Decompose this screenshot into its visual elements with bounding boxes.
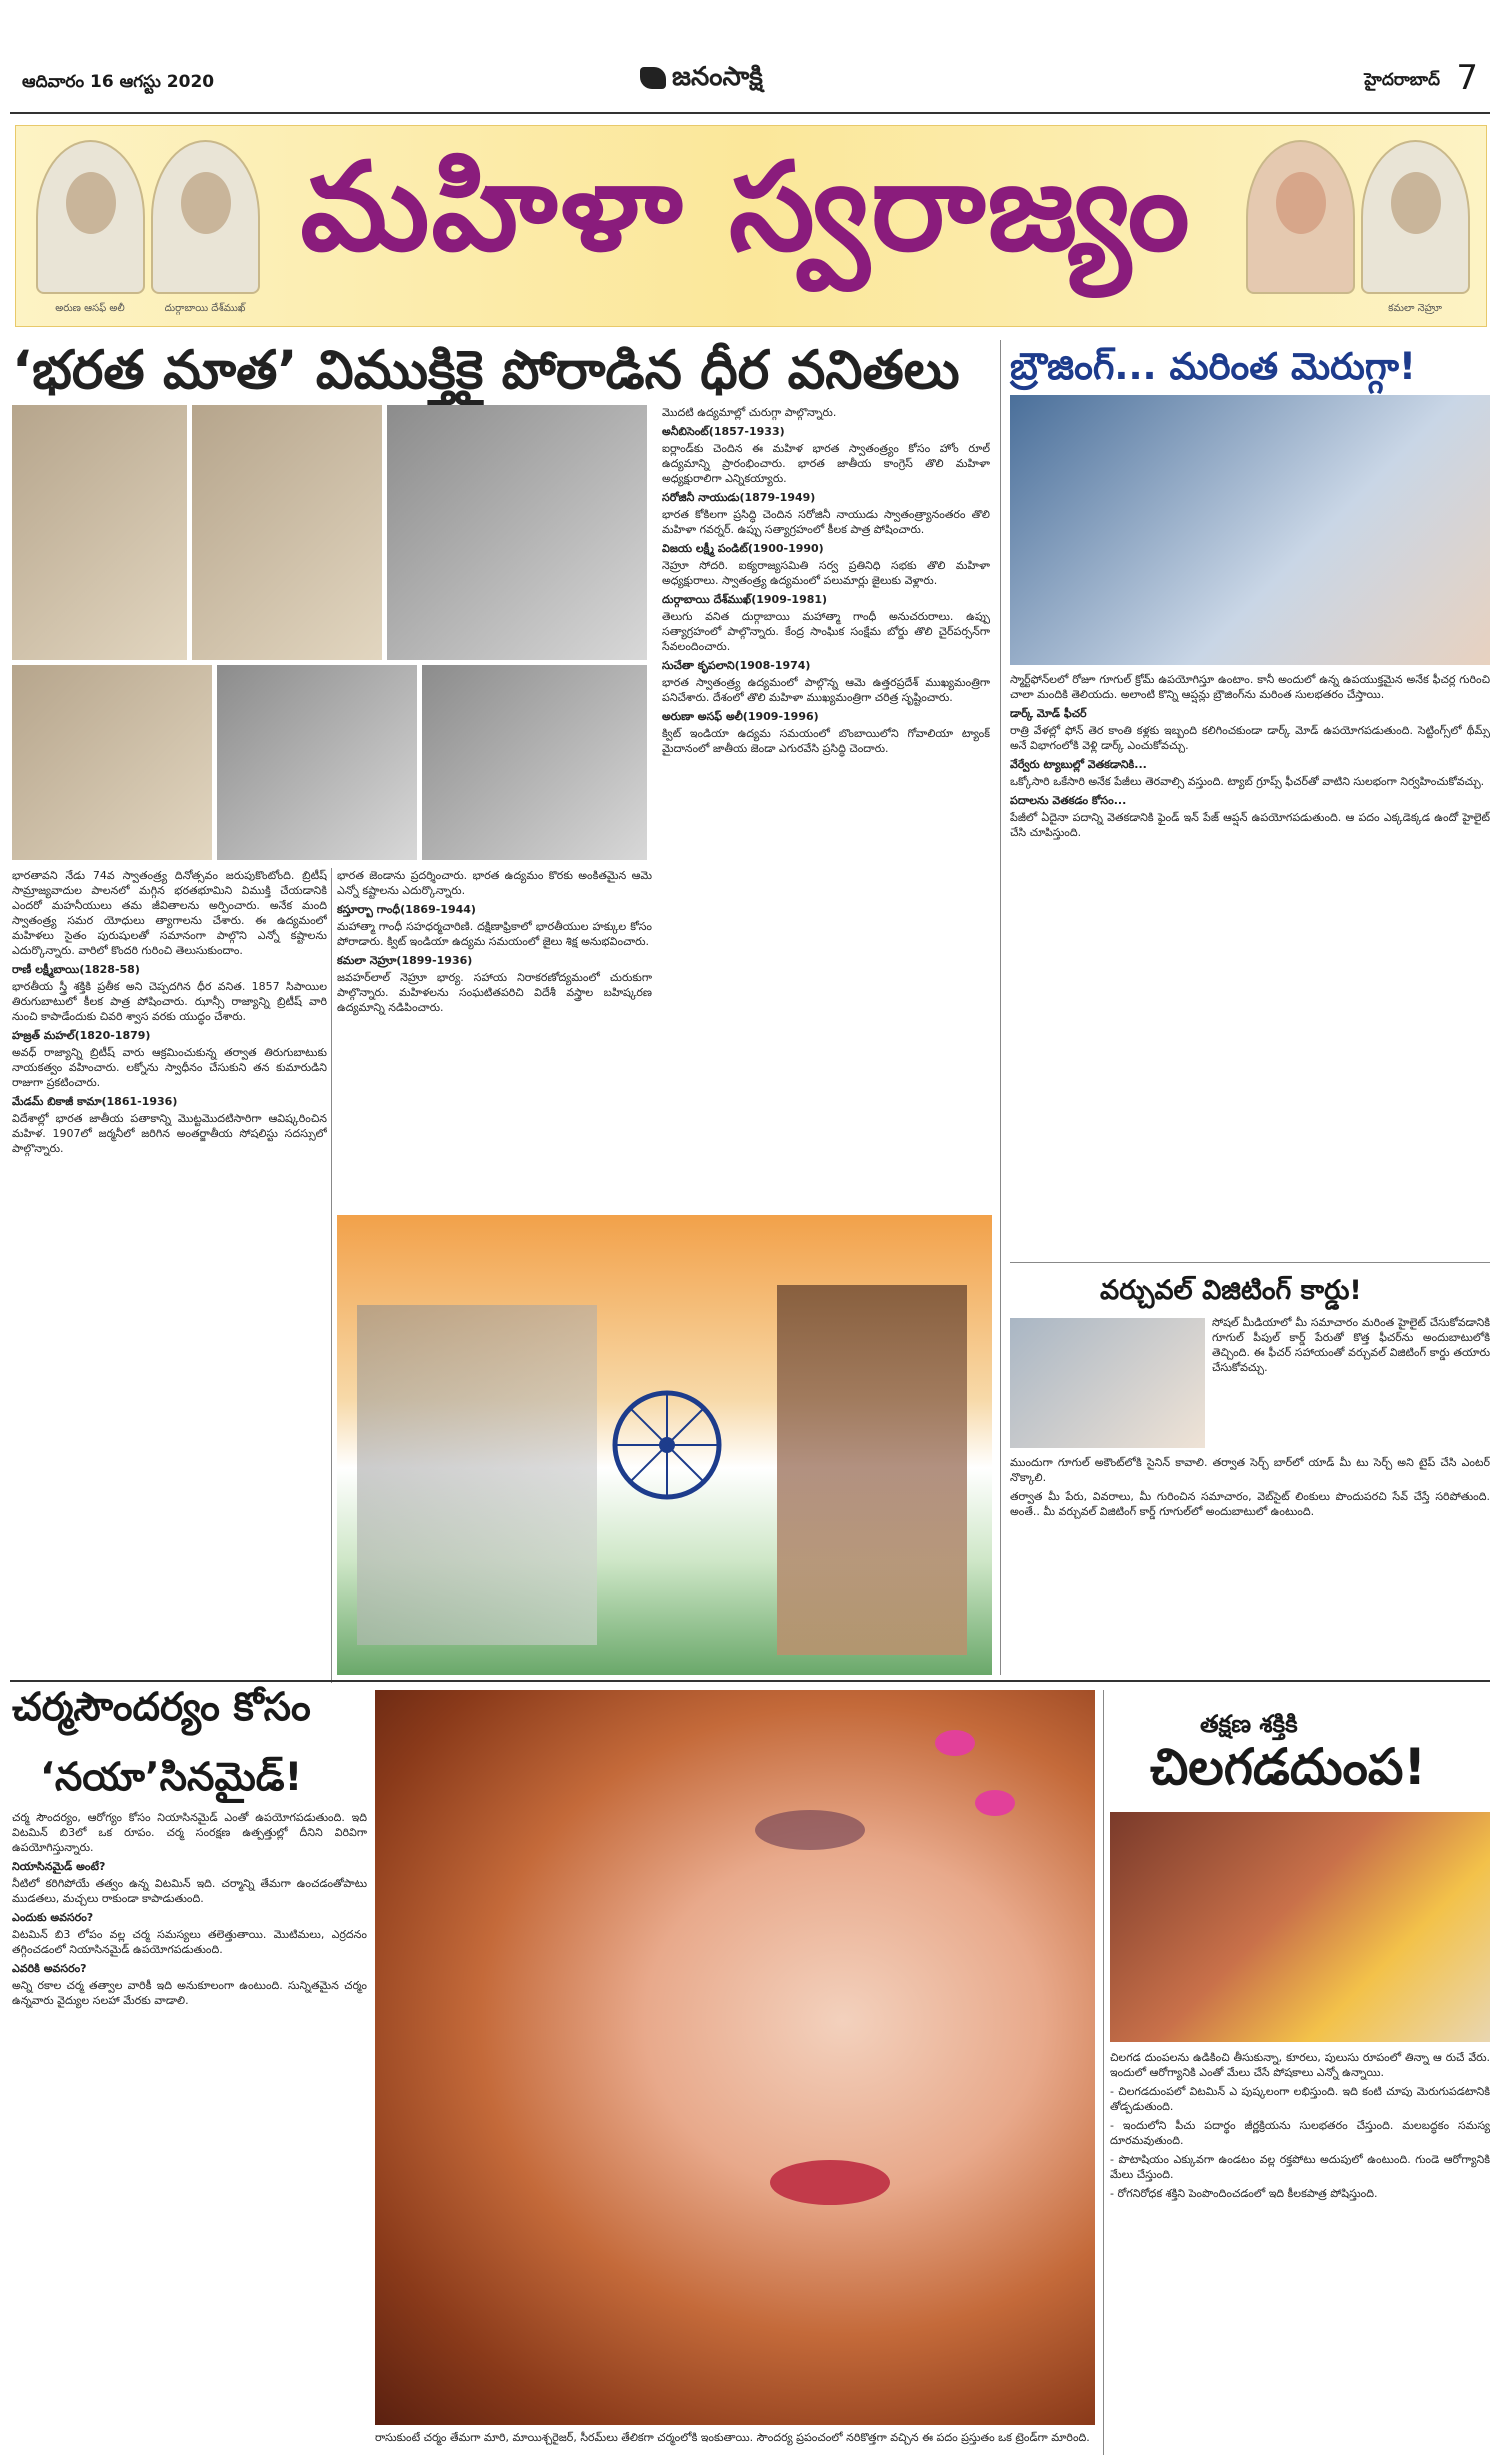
illustration-freedom-fighters xyxy=(337,1215,992,1675)
photo-sweet-potatoes xyxy=(1110,1812,1490,2042)
newspaper-logo xyxy=(640,62,763,98)
paragraph: విటమిన్ బి3 లోపం వల్ల చర్మ సమస్యలు తలెత్తుతాయి. మొటిమలు, ఎర్రదనం తగ్గించడంలో నియాసినమైడ్ ఉపయోగపడుతుంది. xyxy=(12,1928,367,1956)
main-article-headline: ‘భరత మాత’ విముక్తికై పోరాడిన ధీర వనితలు xyxy=(12,340,960,401)
photo-student-laptop xyxy=(1010,395,1490,665)
paragraph: భారత కోకిలగా ప్రసిద్ధి చెందిన సరోజినీ నాయుడు స్వాతంత్ర్యానంతరం తొలి మహిళా గవర్నర్. ఉప్పు సత్యాగ్రహంలో కీలక పాత్ర పోషించారు. xyxy=(662,508,990,536)
paragraph: ముందుగా గూగుల్ అకౌంట్‌లోకి సైనిన్ కావాలి. తర్వాత సెర్చ్ బార్‌లో యాడ్ మీ టు సెర్చ్ అని టైప్ చేసి ఎంటర్ నొక్కాలి. xyxy=(1010,1456,1490,1484)
portrait-caption: అరుణ ఆసఫ్ అలీ xyxy=(55,303,125,314)
main-article-column-2 xyxy=(337,868,652,1208)
photo-kasturba-gandhi xyxy=(12,665,212,860)
column-divider xyxy=(331,868,332,1683)
paragraph: రాత్రి వేళల్లో ఫోన్ తెర కాంతి కళ్లకు ఇబ్బంది కలిగించకుండా డార్క్ మోడ్ ఉపయోగపడుతుంది. సెట్టింగ్స్‌లో థీమ్స్ అనే విభాగంలోకి వెళ్లి డార్క్ ఎంచుకోవచ్చు. xyxy=(1010,724,1490,752)
paragraph: భారత జెండాను ప్రదర్శించారు. భారత ఉద్యమం కొరకు అంకితమైన ఆమె ఎన్నో కష్టాలను ఎదుర్కొన్నారు. xyxy=(337,869,652,897)
subhead: విజయ లక్ష్మీ పండిట్(1900-1990) xyxy=(662,542,824,555)
subhead: దుర్గాబాయి దేశ్‌ముఖ్(1909-1981) xyxy=(662,593,828,606)
skin-article-headline-1: చర్మసౌందర్యం కోసం xyxy=(12,1685,311,1730)
subhead: రాణీ లక్ష్మీబాయి(1828-58) xyxy=(12,963,140,976)
paragraph: పేజీలో ఏదైనా పదాన్ని వెతకడానికి ఫైండ్ ఇన్ పేజ్ ఆప్షన్ ఉపయోగపడుతుంది. ఆ పదం ఎక్కడెక్కడ ఉందో హైలైట్ చేసి చూపిస్తుంది. xyxy=(1010,811,1490,839)
eye-makeup xyxy=(755,1810,865,1850)
paragraph: అవధ్ రాజ్యాన్ని బ్రిటీష్ వారు ఆక్రమించుకున్న తర్వాత తిరుగుబాటుకు నాయకత్వం వహించారు. లక్నోను స్వాధీనం చేసుకుని తన కుమారుడిని రాజుగా ప్రకటించారు. xyxy=(12,1046,327,1089)
paragraph: తెలుగు వనిత దుర్గాబాయి మహాత్మా గాంధీ అనుచరురాలు. ఉప్పు సత్యాగ్రహంలో పాల్గొన్నారు. కేంద్ర సాంఘిక సంక్షేమ బోర్డు తొలి చైర్‌పర్సన్‌గా సేవలందించారు. xyxy=(662,610,990,653)
photo-annie-besant xyxy=(217,665,417,860)
subhead: అరుణా అసఫ్ అలీ(1909-1996) xyxy=(662,710,819,723)
subhead: మేడమ్ బికాజీ కామా(1861-1936) xyxy=(12,1095,178,1108)
article-intro: భారతావని నేడు 74వ స్వాతంత్ర్య దినోత్సవం జరుపుకొంటోంది. బ్రిటీష్ సామ్రాజ్యవాదుల పాలనలో మగ్గిన భరతభూమిని విముక్తి చేయడానికి ఎందరో మహనీయులు తమ జీవితాలను అర్పించారు. అనేక మంది స్వాతంత్ర్య సమర యోధులు త్యాగాలను చేశారు. ఈ ఉద్యమంలో మహిళలు సైతం పురుషులతో సమానంగా పాల్గొని ఎన్నో కష్టాలను ఎదుర్కొన్నారు. వారిలో కొందరి గురించి తెలుసుకుందాం. xyxy=(12,869,327,957)
paragraph: స్మార్ట్‌ఫోన్‌లలో రోజూ గూగుల్ క్రోమ్ ఉపయోగిస్తూ ఉంటాం. కానీ అందులో ఉన్న ఉపయుక్తమైన అనేక ఫీచర్ల గురించి చాలా మందికి తెలియదు. అలాంటి కొన్ని ఆప్షన్లు బ్రౌజింగ్‌ను మరింత సులభతరం చేస్తాయి. xyxy=(1010,673,1490,701)
photo-rani-lakshmibai xyxy=(12,405,187,660)
paragraph: ఒక్కోసారి ఒకేసారి అనేక పేజీలు తెరవాల్సి వస్తుంది. ట్యాబ్ గ్రూప్స్ ఫీచర్‌తో వాటిని సులభంగా నిర్వహించుకోవచ్చు. xyxy=(1010,775,1485,788)
browser-article-headline: బ్రౌజింగ్... మరింత మెరుగ్గా! xyxy=(1010,345,1416,388)
portrait-right-1 xyxy=(1246,140,1355,294)
photo-actress-with-flag xyxy=(777,1285,967,1655)
paragraph: భారత స్వాతంత్ర్య ఉద్యమంలో పాల్గొన్న ఆమె ఉత్తరప్రదేశ్ ముఖ్యమంత్రిగా పనిచేశారు. దేశంలో తొలి మహిళా ముఖ్యమంత్రిగా చరిత్ర సృష్టించారు. xyxy=(662,676,990,704)
logo-icon xyxy=(640,67,666,89)
subhead: పదాలను వెతకడం కోసం... xyxy=(1010,794,1127,807)
subhead: హజ్రత్ మహల్(1820-1879) xyxy=(12,1029,151,1042)
potato-article-kicker: తక్షణ శక్తికి xyxy=(1200,1710,1298,1738)
main-article-column-1 xyxy=(12,868,327,1683)
column-divider xyxy=(1000,340,1001,1675)
photo-hazrat-mahal xyxy=(192,405,382,660)
subhead: సరోజినీ నాయుడు(1879-1949) xyxy=(662,491,816,504)
paragraph: జవహర్‌లాల్ నెహ్రూ భార్య. సహాయ నిరాకరణోద్యమంలో చురుకుగా పాల్గొన్నారు. మహిళలను సంఘటితపరిచి విదేశీ వస్త్రాల బహిష్కరణ ఉద్యమాన్ని నడిపించారు. xyxy=(337,971,652,1014)
paragraph: తర్వాత మీ పేరు, వివరాలు, మీ గురించిన సమాచారం, వెబ్‌సైట్ లింకులు పొందుపరచి సేవ్ చేస్తే సరిపోతుంది. అంతే.. మీ వర్చువల్ విజిటింగ్ కార్డ్ గూగుల్‌లో అందుబాటులో ఉంటుంది. xyxy=(1010,1490,1490,1518)
paragraph: విదేశాల్లో భారత జాతీయ పతాకాన్ని మొట్టమొదటిసారిగా ఆవిష్కరించిన మహిళ. 1907లో జర్మనీలో జరిగిన అంతర్జాతీయ సోషలిస్టు సదస్సులో పాల్గొన్నారు. xyxy=(12,1112,327,1155)
paragraph: క్విట్ ఇండియా ఉద్యమ సమయంలో బొంబాయిలోని గోవాలియా ట్యాంక్ మైదానంలో జాతీయ జెండా ఎగురవేసి ప్రసిద్ధి చెందారు. xyxy=(662,727,990,755)
paragraph: మహాత్మా గాంధీ సహధర్మచారిణి. దక్షిణాఫ్రికాలో భారతీయుల హక్కుల కోసం పోరాడారు. క్విట్ ఇండియా ఉద్యమ సమయంలో జైలు శిక్ష అనుభవించారు. xyxy=(337,920,652,948)
paragraph: - పొటాషియం ఎక్కువగా ఉండటం వల్ల రక్తపోటు అదుపులో ఉంటుంది. గుండె ఆరోగ్యానికి మేలు చేస్తుంది. xyxy=(1110,2153,1490,2181)
paragraph: నెహ్రూ సోదరి. ఐక్యరాజ్యసమితి సర్వ ప్రతినిధి సభకు తొలి మహిళా అధ్యక్షురాలు. స్వాతంత్ర్య ఉద్యమంలో పలుమార్లు జైలుకు వెళ్లారు. xyxy=(662,559,990,587)
portrait-right-2 xyxy=(1361,140,1470,314)
paragraph: నీటిలో కరిగిపోయే తత్వం ఉన్న విటమిన్ ఇది. చర్మాన్ని తేమగా ఉంచడంతోపాటు ముడతలు, మచ్చలు రాకుండా కాపాడుతుంది. xyxy=(12,1877,367,1905)
page-number: 7 xyxy=(1456,58,1478,98)
lips xyxy=(770,2160,890,2205)
paragraph: అన్ని రకాల చర్మ తత్వాల వారికీ ఇది అనుకూలంగా ఉంటుంది. సున్నితమైన చర్మం ఉన్నవారు వైద్యుల సలహా మేరకు వాడాలి. xyxy=(12,1979,367,2007)
skin-article-body xyxy=(12,1810,367,2450)
banner-title: మహిళా స్వరాజ్యం xyxy=(300,134,1192,278)
masthead-divider xyxy=(10,112,1490,114)
potato-article-headline: చిలగడదుంప! xyxy=(1150,1738,1427,1796)
virtual-card-headline: వర్చువల్ విజిటింగ్ కార్డు! xyxy=(1100,1275,1362,1306)
paragraph: చర్మ సౌందర్యం, ఆరోగ్యం కోసం నియాసినమైడ్ ఎంతో ఉపయోగపడుతుంది. ఇది విటమిన్ బి3లో ఒక రూపం. చర్మ సంరక్షణ ఉత్పత్తుల్లో దీనిని విరివిగా ఉపయోగిస్తున్నారు. xyxy=(12,1811,367,1854)
section-banner xyxy=(15,125,1487,327)
paragraph: రాసుకుంటే చర్మం తేమగా మారి, మాయిశ్చరైజర్, సీరమ్‌లు తేలికగా చర్మంలోకి ఇంకుతాయి. సౌందర్య ప్రపంచంలో నరికొత్తగా వచ్చిన ఈ పదం ప్రస్తుతం ఒక ట్రెండ్‌గా మారింది. xyxy=(375,2431,1090,2444)
photo-woman-face-skincare xyxy=(375,1690,1095,2425)
skin-photo-caption xyxy=(375,2430,1095,2460)
section-divider xyxy=(1010,1262,1490,1263)
column-divider xyxy=(1103,1690,1104,2455)
portrait-left-2 xyxy=(151,140,260,314)
portrait-caption: దుర్గాబాయి దేశ్‌ముఖ్ xyxy=(164,303,246,314)
issue-date: ఆదివారం 16 ఆగస్టు 2020 xyxy=(22,72,215,92)
subhead: నియాసినమైడ్ అంటే? xyxy=(12,1860,106,1873)
subhead: అనీబిసెంట్(1857-1933) xyxy=(662,425,785,438)
photo-freedom-fighter xyxy=(387,405,647,660)
edition-city: హైదరాబాద్ xyxy=(1364,70,1440,90)
subhead: వేర్వేరు ట్యాబుల్లో వెతకడానికి... xyxy=(1010,758,1147,771)
virtual-card-intro xyxy=(1212,1315,1490,1450)
photo-women-with-phone xyxy=(1010,1318,1205,1448)
skin-article-headline-2: ‘నయా’సినమైడ్! xyxy=(40,1755,303,1800)
paragraph: సోషల్ మీడియాలో మీ సమాచారం మరింత హైలైట్ చేసుకోవడానికి గూగుల్ పీపుల్ కార్డ్ పేరుతో కొత్త ఫీచర్‌ను అందుబాటులోకి తెచ్చింది. ఈ ఫీచర్ సహాయంతో వర్చువల్ విజిటింగ్ కార్డు తయారు చేసుకోవచ్చు. xyxy=(1212,1316,1490,1374)
paragraph: మొదటి ఉద్యమాల్లో చురుగ్గా పాల్గొన్నారు. xyxy=(662,406,837,419)
paragraph: - రోగనిరోధక శక్తిని పెంపొందించడంలో ఇది కీలకపాత్ర పోషిస్తుంది. xyxy=(1110,2187,1378,2200)
subhead: ఎందుకు అవసరం? xyxy=(12,1911,94,1924)
subhead: సుచేతా కృపలాని(1908-1974) xyxy=(662,659,811,672)
paragraph: ఐర్లాండ్‌కు చెందిన ఈ మహిళ భారత స్వాతంత్ర్యం కోసం హోం రూల్ ఉద్యమాన్ని ప్రారంభించారు. భారత జాతీయ కాంగ్రెస్ తొలి మహిళా అధ్యక్షురాలిగా ఎన్నికయ్యారు. xyxy=(662,442,990,485)
paragraph: - చిలగడదుంపలో విటమిన్ ఎ పుష్కలంగా లభిస్తుంది. ఇది కంటి చూపు మెరుగుపడటానికి తోడ్పడుతుంది. xyxy=(1110,2085,1490,2113)
paragraph: చిలగడ దుంపలను ఉడికించి తీసుకున్నా, కూరలు, పులుసు రూపంలో తిన్నా ఆ రుచే వేరు. ఇందులో ఆరోగ్యానికి ఎంతో మేలు చేసే పోషకాలు ఎన్నో ఉన్నాయి. xyxy=(1110,2051,1490,2079)
virtual-card-body xyxy=(1010,1455,1490,1675)
browser-article-body xyxy=(1010,672,1490,1257)
subhead: ఎవరికి అవసరం? xyxy=(12,1962,87,1975)
nail-2 xyxy=(975,1790,1015,1816)
photo-vijaya-lakshmi-pandit xyxy=(422,665,647,860)
paragraph: - ఇందులోని పీచు పదార్థం జీర్ణక్రియను సులభతరం చేస్తుంది. మలబద్ధకం సమస్య దూరమవుతుంది. xyxy=(1110,2119,1490,2147)
logo-text: జనంసాక్షి xyxy=(672,62,763,92)
masthead xyxy=(0,0,1500,120)
subhead: డార్క్ మోడ్ ఫీచర్ xyxy=(1010,707,1087,720)
subhead: కమలా నెహ్రూ(1899-1936) xyxy=(337,954,473,967)
nail-1 xyxy=(935,1730,975,1756)
section-divider xyxy=(10,1680,1490,1682)
portrait-left-1 xyxy=(36,140,145,314)
potato-article-body xyxy=(1110,2050,1490,2455)
subhead: కస్తూర్బా గాంధీ(1869-1944) xyxy=(337,903,476,916)
main-article-column-3 xyxy=(662,405,990,1205)
portrait-caption: కమలా నెహ్రూ xyxy=(1388,303,1442,314)
paragraph: భారతీయ స్త్రీ శక్తికి ప్రతీక అని చెప్పదగిన ధీర వనిత. 1857 సిపాయిల తిరుగుబాటులో కీలక పాత్ర పోషించారు. ఝాన్సీ రాజ్యాన్ని బ్రిటీష్ వారి నుంచి కాపాడేందుకు చివరి శ్వాస వరకు యుద్ధం చేశారు. xyxy=(12,980,327,1023)
sketch-rider-on-horse xyxy=(357,1305,597,1645)
